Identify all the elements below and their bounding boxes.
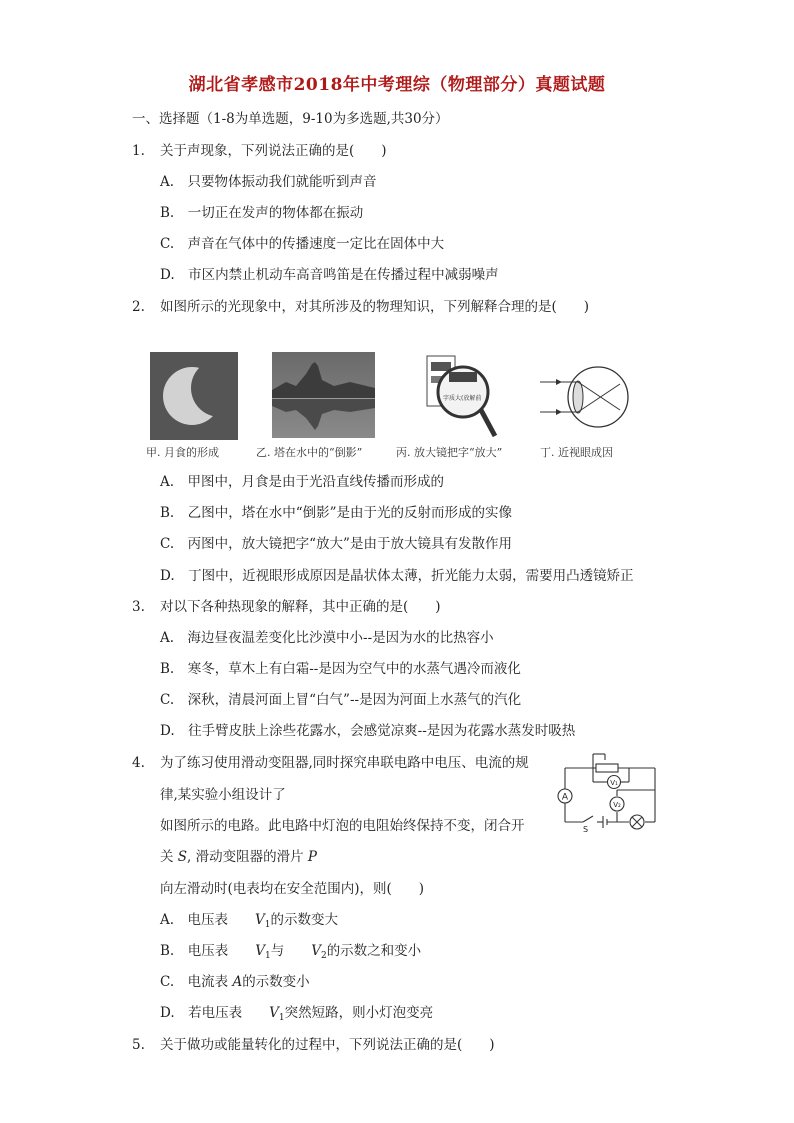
magnifier-figure [425, 354, 497, 438]
section-heading: 一、选择题（1-8为单选题，9-10为多选题,共30分） [132, 111, 449, 127]
switch-label: S [583, 825, 589, 832]
q3-option-d: D. 往手臂皮肤上涂些花露水，会感觉凉爽--是因为花露水蒸发时吸热 [160, 723, 576, 739]
q1-option-c: C. 声音在气体中的传播速度一定比在固体中大 [160, 236, 445, 252]
q5-number: 5. [132, 1037, 145, 1053]
q4-option-d: D. 若电压表 $V_1$突然短路，则小灯泡变亮 [160, 1005, 434, 1023]
caption-jia: 甲. 月食的形成 [146, 446, 219, 459]
q2-number: 2. [132, 299, 145, 315]
lunar-eclipse-photo [150, 352, 238, 440]
q3-option-c: C. 深秋，清晨河面上冒“白气”--是因为河面上水蒸气的汽化 [160, 692, 522, 708]
q4-option-a: A. 电压表 $V_1$的示数变大 [160, 912, 339, 930]
q3-stem: 对以下各种热现象的解释，其中正确的是( ) [160, 599, 441, 615]
magnifier-text: 字质大(放解前 [443, 395, 482, 402]
q2-option-b: B. 乙图中，塔在水中“倒影”是由于光的反射而形成的实像 [160, 505, 513, 521]
q1-option-b: B. 一切正在发声的物体都在振动 [160, 205, 364, 221]
tower-reflection-photo [272, 352, 375, 438]
q3-option-a: A. 海边昼夜温差变化比沙漠中小--是因为水的比热容小 [160, 630, 494, 646]
q4-option-c: C. 电流表 A的示数变小 [160, 974, 310, 990]
q2-stem: 如图所示的光现象中，对其所涉及的物理知识，下列解释合理的是( ) [160, 299, 590, 315]
q5-stem: 关于做功或能量转化的过程中，下列说法正确的是( ) [160, 1037, 495, 1053]
q4-stem-line1: 为了练习使用滑动变阻器,同时探究串联电路中电压、电流的规 [160, 755, 529, 771]
paper-title: 湖北省孝感市2018年中考理综（物理部分）真题试题 [188, 75, 606, 95]
caption-bing: 丙. 放大镜把字“放大” [396, 446, 503, 459]
svg-text:A: A [561, 792, 569, 803]
q4-option-b: B. 电压表 $V_1$与 $V_2$的示数之和变小 [160, 943, 422, 961]
q1-stem: 关于声现象，下列说法正确的是( ) [160, 143, 387, 159]
q3-number: 3. [132, 599, 145, 615]
q1-number: 1. [132, 143, 145, 159]
q3-option-b: B. 寒冬，草木上有白霜--是因为空气中的水蒸气遇冷而液化 [160, 661, 521, 677]
q1-option-d: D. 市区内禁止机动车高音鸣笛是在传播过程中减弱噪声 [160, 267, 499, 283]
q2-option-d: D. 丁图中，近视眼形成原因是晶状体太薄，折光能力太弱，需要用凸透镜矫正 [160, 568, 634, 584]
q4-stem-line4: 关 S, 滑动变阻器的滑片 P [160, 849, 318, 865]
q2-option-a: A. 甲图中，月食是由于光沿直线传播而形成的 [160, 474, 445, 490]
q2-option-c: C. 丙图中，放大镜把字“放大”是由于放大镜具有发散作用 [160, 536, 512, 552]
svg-text:V₁: V₁ [610, 779, 618, 787]
q1-option-a: A. 只要物体振动我们就能听到声音 [160, 174, 377, 190]
svg-text:V₂: V₂ [613, 801, 621, 809]
circuit-diagram [553, 750, 661, 832]
q4-stem-line5: 向左滑动时(电表均在安全范围内)，则( ) [160, 881, 425, 897]
caption-yi: 乙. 塔在水中的“倒影” [256, 446, 363, 459]
q4-stem-line2: 律,某实验小组设计了 [160, 787, 286, 803]
q4-stem-line3: 如图所示的电路。此电路中灯泡的电阻始终保持不变，闭合开 [160, 818, 525, 834]
myopia-eye-diagram [538, 360, 648, 434]
caption-ding: 丁. 近视眼成因 [540, 446, 613, 459]
q4-number: 4. [132, 755, 145, 771]
